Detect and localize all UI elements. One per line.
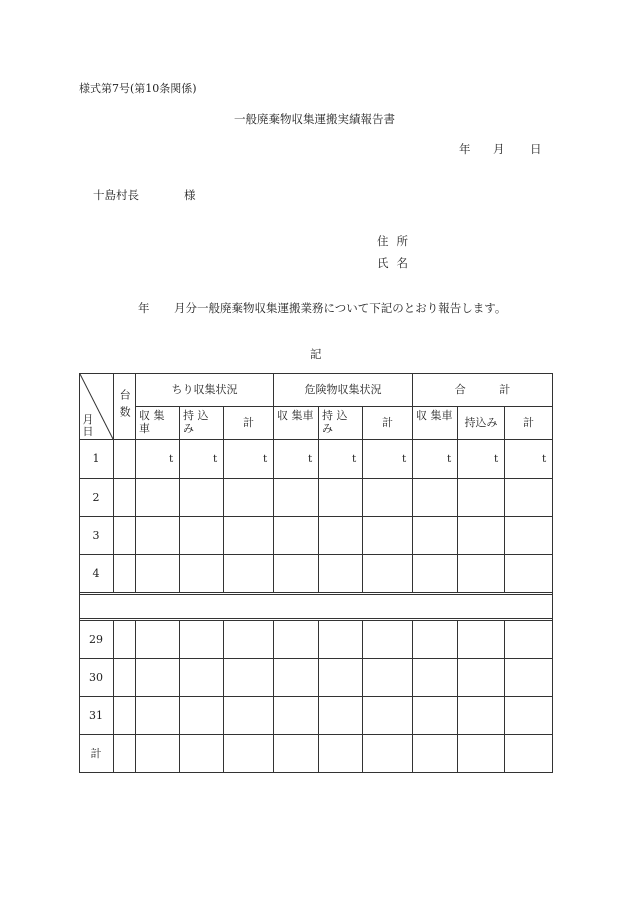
unit-grand-vehicle: t (447, 453, 452, 465)
grand-collection-vehicle-header: 収 集車 (416, 409, 453, 422)
unit-dust-carry-in: t (213, 453, 218, 465)
hazard-total-header: 計 (382, 415, 393, 429)
date-month-label: 月 (493, 142, 505, 156)
grand-total-sub-header: 計 (523, 415, 534, 429)
row-label-30: 30 (89, 670, 103, 684)
dust-carry-in-header: 持 込み (183, 409, 209, 436)
name-label: 氏名 (377, 256, 416, 270)
unit-hazard-vehicle: t (308, 453, 313, 465)
dust-collection-vehicle-header: 収 集車 (139, 409, 165, 436)
report-table (79, 373, 553, 773)
row-label-2: 2 (92, 490, 100, 504)
honorific: 様 (184, 188, 196, 202)
hazardous-collection-header: 危険物収集状況 (304, 382, 382, 396)
row-label-3: 3 (92, 528, 100, 542)
ki-label: 記 (310, 347, 322, 361)
form-number-label: 様式第7号(第10条関係) (79, 82, 197, 95)
date-year-label: 年 (459, 142, 471, 156)
dust-total-header: 計 (243, 415, 254, 429)
addressee: 十島村長 (93, 188, 139, 202)
unit-grand-total: t (542, 453, 547, 465)
unit-hazard-carry-in: t (352, 453, 357, 465)
row-label-4: 4 (92, 566, 100, 580)
hazard-collection-vehicle-header: 収 集車 (277, 409, 314, 422)
unit-grand-carry-in: t (494, 453, 499, 465)
unit-dust-total: t (263, 453, 268, 465)
unit-hazard-total: t (402, 453, 407, 465)
row-label-total: 計 (90, 747, 102, 761)
document-title: 一般廃棄物収集運搬実績報告書 (234, 112, 395, 126)
vehicle-count-header: 台数 (118, 389, 132, 423)
date-day-label: 日 (530, 142, 542, 156)
row-label-29: 29 (89, 632, 103, 646)
dust-collection-header: ちり収集状況 (171, 382, 238, 396)
grand-carry-in-header: 持込み (464, 415, 498, 429)
statement-year-label: 年 (138, 301, 150, 315)
unit-dust-vehicle: t (169, 453, 174, 465)
hazard-carry-in-header: 持 込み (322, 409, 348, 436)
grand-total-header: 合 計 (454, 382, 511, 396)
address-label: 住所 (377, 234, 416, 248)
corner-month-label: 月 (82, 412, 94, 426)
statement-text: 月分一般廃棄物収集運搬業務について下記のとおり報告します。 (174, 301, 507, 315)
corner-day-label: 日 (82, 424, 94, 438)
row-label-1: 1 (92, 452, 100, 466)
row-label-31: 31 (89, 708, 103, 722)
